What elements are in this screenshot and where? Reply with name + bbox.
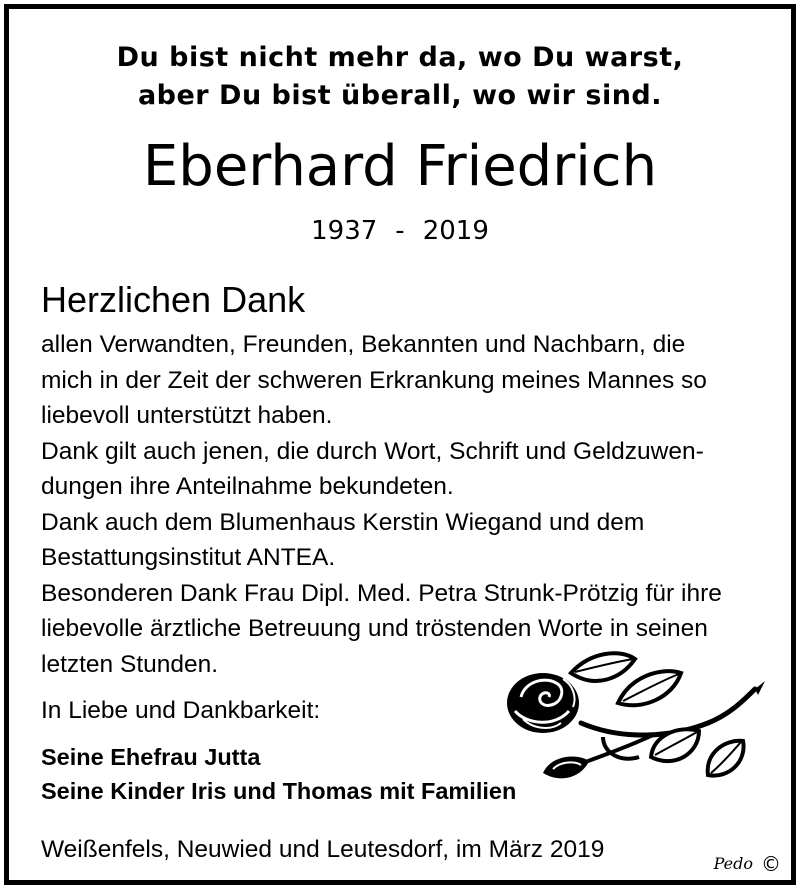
deceased-name: Eberhard Friedrich [142, 134, 658, 199]
body-line: Besonderen Dank Frau Dipl. Med. Petra Strunk-Prötzig für ihre [41, 579, 722, 607]
body-line: allen Verwandten, Freunden, Bekannten und Nachbarn, die [41, 331, 686, 358]
body-line: liebevolle ärztliche Betreuung und tröstenden Worte in seinen [41, 615, 708, 642]
motto [9, 39, 791, 115]
artist-signature: Pedo [713, 854, 753, 873]
place-and-date: Weißenfels, Neuwied und Leutesdorf, im März 2019 [41, 836, 605, 863]
rose-icon [503, 645, 773, 795]
body-line: Bestattungsinstitut ANTEA. [41, 544, 336, 571]
body-line: Dank gilt auch jenen, die durch Wort, Schrift und Geldzuwen- [41, 437, 704, 465]
thanks-heading: Herzlichen Dank [41, 279, 306, 320]
body-line: Dank auch dem Blumenhaus Kerstin Wiegand und dem [41, 508, 645, 536]
thanks-body [41, 327, 781, 682]
year-separator: - [395, 216, 405, 246]
family-line-1: Seine Ehefrau Jutta [41, 744, 261, 770]
body-line: letzten Stunden. [41, 650, 219, 678]
body-line: liebevoll unterstützt haben. [41, 402, 333, 429]
motto-line-1: Du bist nicht mehr da, wo Du warst, [116, 42, 684, 73]
family-signature [41, 740, 516, 808]
body-line: mich in der Zeit der schweren Erkrankung meines Mannes so [41, 366, 707, 394]
family-line-2: Seine Kinder Iris und Thomas mit Familien [41, 778, 517, 804]
life-years [9, 213, 791, 249]
death-year: 2019 [422, 216, 489, 246]
closing-line: In Liebe und Dankbarkeit: [41, 697, 321, 724]
copyright-mark: © [761, 852, 781, 876]
birth-year: 1937 [311, 216, 378, 246]
motto-line-2: aber Du bist überall, wo wir sind. [137, 80, 663, 111]
obituary-notice [4, 4, 796, 885]
body-line: dungen ihre Anteilnahme bekundeten. [41, 473, 454, 500]
